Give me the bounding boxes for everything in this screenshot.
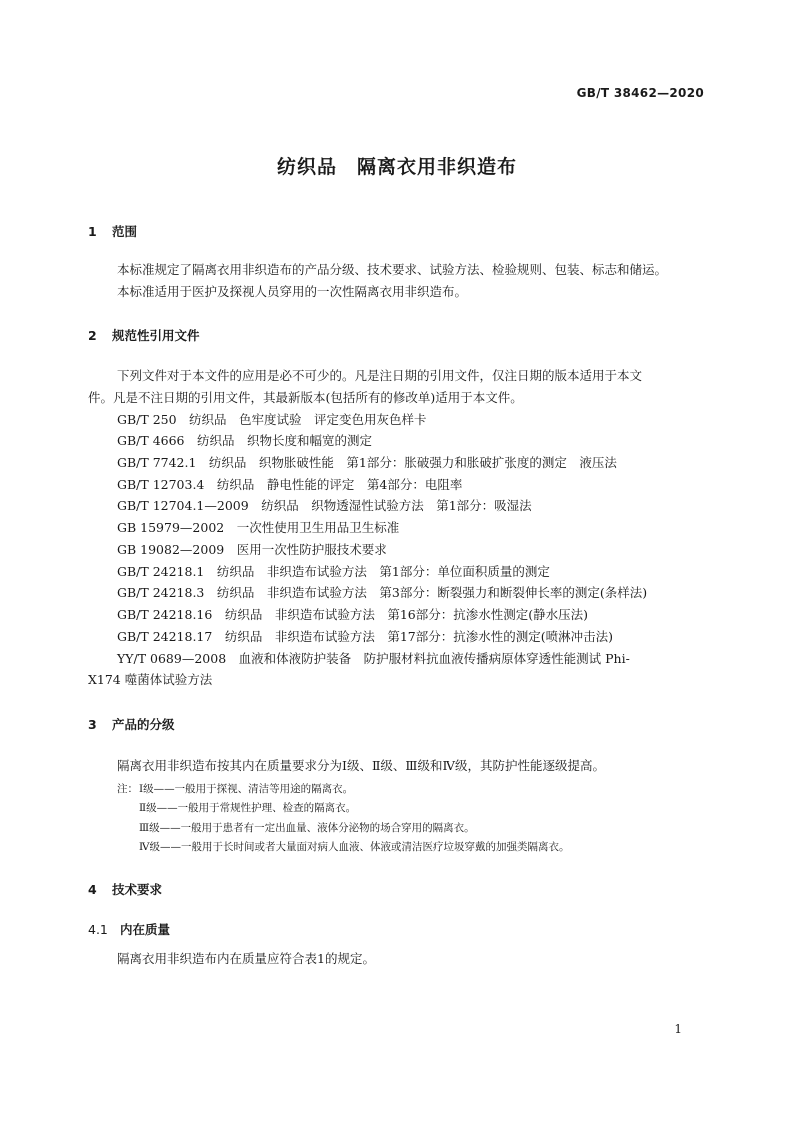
section-2-title: 规范性引用文件 xyxy=(112,328,200,343)
section-2-intro-line-1: 下列文件对于本文件的应用是必不可少的。凡是注日期的引用文件，仅注日期的版本适用于本文 xyxy=(117,368,643,383)
section-3-title: 产品的分级 xyxy=(112,717,175,732)
reference-item: GB 15979—2002 一次性使用卫生用品卫生标准 xyxy=(117,520,400,535)
section-1-paragraph-2: 本标准适用于医护及探视人员穿用的一次性隔离衣用非织造布。 xyxy=(117,284,468,299)
section-2-intro-line-2: 件。凡是不注日期的引用文件，其最新版本(包括所有的修改单)适用于本文件。 xyxy=(88,390,523,405)
reference-item: GB 19082—2009 医用一次性防护服技术要求 xyxy=(117,542,387,557)
reference-item: GB/T 12704.1—2009 纺织品 织物透湿性试验方法 第1部分：吸湿法 xyxy=(117,498,532,513)
reference-item: GB/T 4666 纺织品 织物长度和幅宽的测定 xyxy=(117,433,373,448)
reference-item-last-line-1: YY/T 0689—2008 血液和体液防护装备 防护服材料抗血液传播病原体穿透性能测试 Phi- xyxy=(117,651,630,666)
note-line: Ⅱ级——一般用于常规性护理、检查的隔离衣。 xyxy=(139,802,357,814)
subsection-4-1-title: 内在质量 xyxy=(120,922,171,937)
standard-number: GB/T 38462—2020 xyxy=(576,86,704,100)
reference-item: GB/T 24218.1 纺织品 非织造布试验方法 第1部分：单位面积质量的测定 xyxy=(117,564,550,579)
note-label: 注： xyxy=(117,783,138,795)
section-3-heading xyxy=(88,715,175,733)
section-4-title: 技术要求 xyxy=(112,882,163,897)
section-3-paragraph: 隔离衣用非织造布按其内在质量要求分为Ⅰ级、Ⅱ级、Ⅲ级和Ⅳ级，其防护性能逐级提高。 xyxy=(117,758,605,773)
note-line: Ⅳ级——一般用于长时间或者大量面对病人血液、体液或清洁医疗垃圾穿戴的加强类隔离衣。 xyxy=(139,841,570,853)
section-4-number: 4 xyxy=(88,882,97,897)
subsection-4-1-heading xyxy=(88,920,170,938)
section-1-heading xyxy=(88,222,137,240)
reference-item: GB/T 24218.3 纺织品 非织造布试验方法 第3部分：断裂强力和断裂伸长率的测定(条样法) xyxy=(117,585,648,600)
subsection-4-1-paragraph: 隔离衣用非织造布内在质量应符合表1的规定。 xyxy=(117,951,375,966)
note-line: Ⅰ级——一般用于探视、清洁等用途的隔离衣。 xyxy=(139,783,354,795)
reference-item: GB/T 12703.4 纺织品 静电性能的评定 第4部分：电阻率 xyxy=(117,477,463,492)
reference-item-last-line-2: X174 噬菌体试验方法 xyxy=(88,672,213,687)
section-3-number: 3 xyxy=(88,717,97,732)
document-title: 纺织品 隔离衣用非织造布 xyxy=(276,156,517,178)
section-2-heading xyxy=(88,326,200,344)
page-number: 1 xyxy=(674,1022,682,1036)
reference-item: GB/T 24218.17 纺织品 非织造布试验方法 第17部分：抗渗水性的测定(喷淋冲击法) xyxy=(117,629,613,644)
section-1-number: 1 xyxy=(88,224,97,239)
section-2-number: 2 xyxy=(88,328,97,343)
reference-item: GB/T 24218.16 纺织品 非织造布试验方法 第16部分：抗渗水性测定(静水压法) xyxy=(117,607,588,622)
section-1-paragraph-1: 本标准规定了隔离衣用非织造布的产品分级、技术要求、试验方法、检验规则、包装、标志和储运。 xyxy=(117,262,668,277)
section-4-heading xyxy=(88,880,162,898)
reference-item: GB/T 250 纺织品 色牢度试验 评定变色用灰色样卡 xyxy=(117,412,427,427)
subsection-4-1-number: 4.1 xyxy=(88,922,108,937)
section-1-title: 范围 xyxy=(112,224,138,239)
note-line: Ⅲ级——一般用于患者有一定出血量、液体分泌物的场合穿用的隔离衣。 xyxy=(139,822,475,834)
reference-item: GB/T 7742.1 纺织品 织物胀破性能 第1部分：胀破强力和胀破扩张度的测定 液压法 xyxy=(117,455,617,470)
